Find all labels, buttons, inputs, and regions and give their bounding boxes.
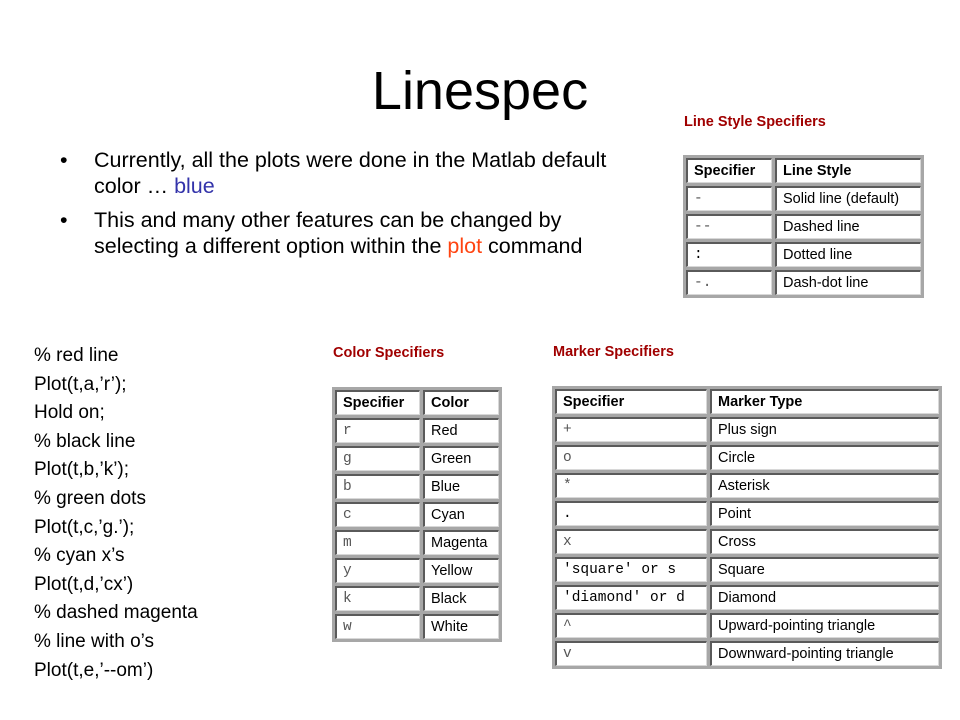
table-row	[686, 270, 921, 295]
value-cell: Asterisk	[710, 473, 939, 498]
marker-table	[552, 386, 942, 669]
code-line: % cyan x’s	[34, 545, 125, 567]
code-line: Plot(t,e,’--om’)	[34, 659, 154, 681]
specifier-cell: k	[335, 586, 420, 611]
marker-table-title: Marker Specifiers	[553, 344, 674, 360]
value-cell: Red	[423, 418, 499, 443]
table-row	[555, 585, 939, 610]
header-cell: Specifier	[335, 390, 420, 415]
code-line: Plot(t,b,’k’);	[34, 459, 130, 481]
code-line: % red line	[34, 345, 119, 366]
code-line: % black line	[34, 430, 136, 452]
table-row	[335, 418, 499, 443]
value-cell: Blue	[423, 474, 499, 499]
table-header-row	[686, 158, 921, 183]
table-row	[555, 501, 939, 526]
value-cell: Upward-pointing triangle	[710, 613, 939, 638]
specifier-cell: w	[335, 614, 420, 639]
header-cell: Line Style	[775, 158, 921, 183]
value-cell: Downward-pointing triangle	[710, 641, 939, 666]
specifier-cell: -	[686, 186, 772, 211]
specifier-cell: c	[335, 502, 420, 527]
value-cell: Cross	[710, 529, 939, 554]
table-row	[555, 445, 939, 470]
header-cell: Specifier	[555, 389, 707, 414]
specifier-cell: g	[335, 446, 420, 471]
table-row	[555, 613, 939, 638]
value-cell: Circle	[710, 445, 939, 470]
table-row	[686, 214, 921, 239]
value-cell: Plus sign	[710, 417, 939, 442]
specifier-cell: :	[686, 242, 772, 267]
table-row	[555, 417, 939, 442]
table-row	[335, 446, 499, 471]
specifier-cell: v	[555, 641, 707, 666]
value-cell: Dash-dot line	[775, 270, 921, 295]
table-row	[335, 586, 499, 611]
table-row	[686, 186, 921, 211]
header-cell: Color	[423, 390, 499, 415]
table-row	[555, 529, 939, 554]
specifier-cell: r	[335, 418, 420, 443]
line-style-table-title: Line Style Specifiers	[684, 114, 826, 130]
bullet-highlight-red: plot	[447, 234, 483, 258]
value-cell: White	[423, 614, 499, 639]
slide-title: Linespec	[371, 61, 589, 121]
code-line: Plot(t,a,’r’);	[34, 373, 127, 395]
specifier-cell: 'square' or s	[555, 557, 707, 582]
table-row	[555, 473, 939, 498]
specifier-cell: ^	[555, 613, 707, 638]
bullet-text: This and many other features can be changed by selecting a different option within the	[94, 208, 562, 258]
value-cell: Point	[710, 501, 939, 526]
specifier-cell: m	[335, 530, 420, 555]
table-row	[335, 530, 499, 555]
table-row	[555, 557, 939, 582]
value-cell: Diamond	[710, 585, 939, 610]
code-line: % line with o’s	[34, 630, 155, 652]
specifier-cell: b	[335, 474, 420, 499]
specifier-cell: --	[686, 214, 772, 239]
code-line: Hold on;	[34, 402, 105, 424]
color-table	[332, 387, 502, 642]
table-row	[335, 502, 499, 527]
specifier-cell: *	[555, 473, 707, 498]
value-cell: Dotted line	[775, 242, 921, 267]
bullet-list	[60, 147, 650, 267]
bullet-highlight-blue: blue	[174, 174, 215, 198]
table-row	[335, 614, 499, 639]
specifier-cell: x	[555, 529, 707, 554]
specifier-cell: y	[335, 558, 420, 583]
specifier-cell: -.	[686, 270, 772, 295]
line-style-table	[683, 155, 924, 298]
table-header-row	[335, 390, 499, 415]
table-header-row	[555, 389, 939, 414]
code-line: Plot(t,c,’g.’);	[34, 516, 135, 538]
table-row	[555, 641, 939, 666]
bullet-item	[60, 147, 650, 199]
bullet-item	[60, 207, 650, 259]
bullet-text-after: command	[482, 234, 583, 258]
code-line: Plot(t,d,’cx’)	[34, 573, 134, 595]
color-table-title: Color Specifiers	[333, 345, 445, 361]
value-cell: Solid line (default)	[775, 186, 921, 211]
value-cell: Dashed line	[775, 214, 921, 239]
header-cell: Marker Type	[710, 389, 939, 414]
code-line: % green dots	[34, 487, 146, 509]
table-row	[335, 474, 499, 499]
value-cell: Green	[423, 446, 499, 471]
table-row	[686, 242, 921, 267]
bullet-text: Currently, all the plots were done in the Matlab default color …	[94, 148, 607, 198]
specifier-cell: +	[555, 417, 707, 442]
value-cell: Cyan	[423, 502, 499, 527]
specifier-cell: .	[555, 501, 707, 526]
value-cell: Magenta	[423, 530, 499, 555]
value-cell: Black	[423, 586, 499, 611]
value-cell: Square	[710, 557, 939, 582]
code-example	[34, 342, 198, 685]
value-cell: Yellow	[423, 558, 499, 583]
header-cell: Specifier	[686, 158, 772, 183]
code-line: % dashed magenta	[34, 602, 198, 624]
specifier-cell: 'diamond' or d	[555, 585, 707, 610]
specifier-cell: o	[555, 445, 707, 470]
table-row	[335, 558, 499, 583]
